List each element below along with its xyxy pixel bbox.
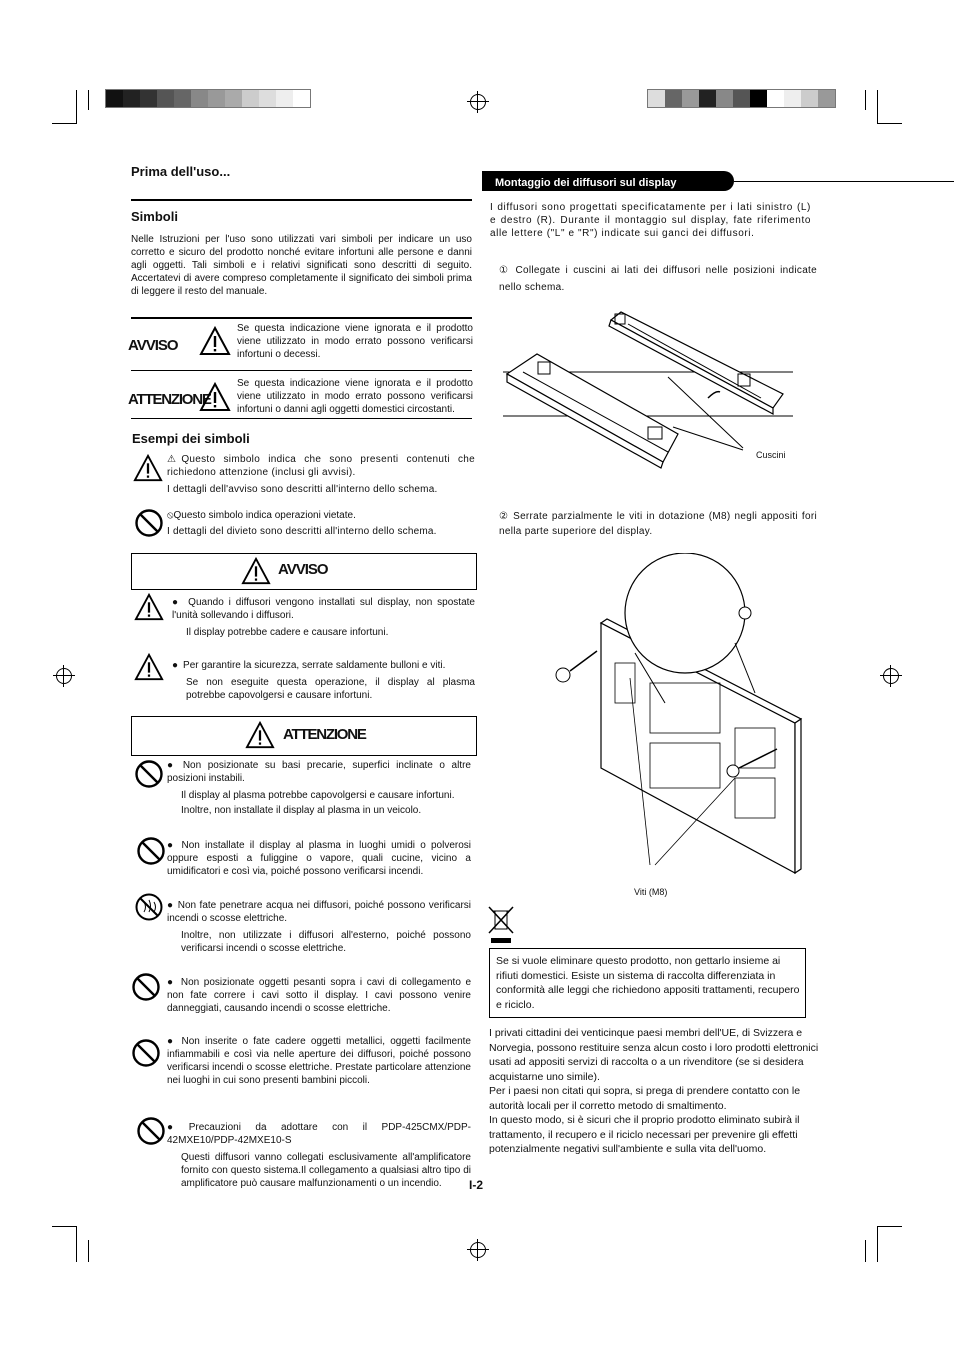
avviso-box-title: AVVISO [278,561,328,578]
label-cuscini: Cuscini [756,450,786,460]
step-2 [499,509,817,539]
speaker-cushion-diagram [503,302,793,472]
registration-mark [56,668,72,684]
crop-mark [76,1226,77,1262]
prohibited-icon [134,508,164,538]
right-header-rule [734,181,954,182]
attenzione-item-2-main: Non installate il display al plasma in luoghi umidi o polverosi oppure esposti a fuliggine o vapore, quali cucine, vicino a umidificatori e così via, poiché possono verificarsi incendi. [167,840,471,877]
no-water-icon [134,892,164,922]
esempi-1a [167,453,475,479]
prohibited-icon [136,836,166,866]
weee-p3: In questo modo, si è sicuri che il proprio prodotto eliminato subirà il trattamento, il recupero e il riciclo necessari per prevenire gli effetti potenzialmente negativi sull'ambiente e sulla vita dell'uomo. [489,1114,800,1155]
right-intro: I diffusori sono progettati specificatamente per i lati sinistro (L) e destro (R). Durante il montaggio sul display, fate riferimento alle lettere ("L" e "R") indicate sui ganci dei diffusori. [490,202,811,239]
right-title: Montaggio dei diffusori sul display [495,177,677,189]
warning-triangle-icon [240,557,272,585]
crop-mark [877,90,878,123]
simboli-title: Simboli [131,209,178,224]
attenzione-item-4 [167,976,471,1015]
attenzione-item-5 [167,1035,471,1087]
registration-mark [470,94,486,110]
small-prohibited-icon: ⦸ [167,510,174,521]
crop-mark [877,1226,902,1227]
simboli-rule [131,199,472,201]
color-bar-left [105,89,311,108]
avviso-item-1-sub: Il display potrebbe cadere e causare infortuni. [186,627,389,638]
avviso-item-2-sub: Se non eseguite questa operazione, il display al plasma potrebbe capovolgersi e causare infortuni. [186,677,475,701]
registration-mark [470,1242,486,1258]
crop-mark [88,90,89,110]
attenzione-desc: Se questa indicazione viene ignorata e il prodotto viene utilizzato in modo errato possono verificarsi infortuni o danni agli oggetti domestici circostanti. [237,378,473,415]
crop-mark [877,123,902,124]
step-2-text: Serrate parzialmente le viti in dotazione (M8) negli appositi fori nella parte superiore del display. [499,511,817,537]
attenzione-item-3-main: Non fate penetrare acqua nei diffusori, poiché possono verificarsi incendi o scosse elettriche. [167,900,471,924]
attenzione-item-1-main: Non posizionate su basi precarie, superfici inclinate o altre posizioni instabili. [167,760,471,784]
step-1-text: Collegate i cuscini ai lati dei diffusori nelle posizioni indicate nello schema. [499,265,817,293]
weee-box-text: Se si vuole eliminare questo prodotto, non gettarlo insieme ai rifiuti domestici. Esiste un sistema di raccolta differenziata in conformità alle leggi che richiedono appositi trattamenti, recupero e riciclo. [496,955,800,1011]
prohibited-icon [131,972,161,1002]
warning-triangle-icon [134,592,164,622]
esempi-1a-text: Questo simbolo indica che sono presenti contenuti che richiedono attenzione (inclusi gli avvisi). [167,454,475,478]
warning-triangle-icon [199,326,231,356]
warning-triangle-icon [244,721,276,749]
attenzione-item-1-sub2: Inoltre, non installate il display al plasma in un veicolo. [181,805,422,816]
crop-mark [865,90,866,110]
esempi-1b: I dettagli dell'avviso sono descritti all'interno dello schema. [167,484,438,495]
bullet: ● [172,660,179,671]
step-2-number: ② [499,511,510,522]
crop-mark [52,123,77,124]
bullet: ● [167,977,175,988]
bullet: ● [167,760,177,771]
warning-triangle-icon [133,453,163,483]
attenzione-item-6-sub: Questi diffusori vanno collegati esclusivamente all'amplificatore fornito con questo sistema.Il collegamento a qualsiasi altro tipo di amplificatore può causare malfunzionamenti o un incendio. [181,1152,471,1189]
attenzione-item-6 [167,1121,471,1190]
esempi-2b: I dettagli del divieto sono descritti all'interno dello schema. [167,526,437,537]
attenzione-item-1 [167,759,471,817]
esempi-2a-text: Questo simbolo indica operazioni vietate. [173,510,356,521]
prohibited-icon [131,1038,161,1068]
avviso-item-2-main: Per garantire la sicurezza, serrate saldamente bulloni e viti. [183,660,446,671]
bullet: ● [172,597,181,608]
page-number: I-2 [469,1178,484,1192]
crop-mark [76,90,77,123]
bullet: ● [167,1036,176,1047]
crossed-bin-icon [487,905,515,945]
display-screw-diagram [545,553,810,883]
weee-p2: Per i paesi non citati qui sopra, si prega di prendere contatto con le autorità locali per il corretto metodo di smaltimento. [489,1085,801,1112]
attenzione-item-3 [167,899,471,955]
esempi-title: Esempi dei simboli [132,431,250,446]
bullet: ● [167,900,174,911]
defs-rule-top [131,317,472,319]
prohibited-icon [136,1116,166,1146]
step-1 [499,262,817,296]
attenzione-box-title: ATTENZIONE [283,726,366,743]
bullet: ● [167,840,176,851]
crop-mark [877,1226,878,1262]
prohibited-icon [134,759,164,789]
avviso-desc: Se questa indicazione viene ignorata e il prodotto viene utilizzato in modo errato possono verificarsi infortuni o decessi. [237,323,473,360]
attenzione-item-5-main: Non inserite o fate cadere oggetti metallici, oggetti facilmente infiammabili e così via nelle aperture dei diffusori, poiché possono verificarsi incendi o scosse elettriche. Prestate particolare attenzione nei luoghi in cui sono presenti bambini piccoli. [167,1036,471,1086]
avviso-item-1 [172,596,475,639]
attenzione-item-2 [167,839,471,878]
simboli-text: Nelle Istruzioni per l'uso sono utilizzati vari simboli per indicare un uso corretto e sicuro del prodotto nonché evitare infortuni alle persone e danni agli oggetti. Tali simboli e i relativi significati sono descritti di seguito. Accertatevi di avere compreso completamente il significato dei simboli prima di leggere il resto del manuale. [131,234,472,297]
attenzione-label: ATTENZIONE [128,391,211,408]
crop-mark [52,1226,77,1227]
crop-mark [865,1240,866,1262]
bullet: ● [167,1122,185,1133]
color-bar-right [647,89,836,108]
warning-triangle-icon [134,652,164,682]
weee-p1: I privati cittadini dei venticinque paesi membri dell'UE, di Svizzera e Norvegia, possono restituire senza alcun costo i loro prodotti elettronici usati ad appositi servizi di raccolta o a un rivenditore (se si desidera acquistarne uno simile). [489,1027,819,1083]
attenzione-item-3-sub: Inoltre, non utilizzate i diffusori all'esterno, poiché possono verificarsi incendi o scosse elettriche. [181,930,471,954]
warning-triangle-icon [199,382,231,412]
registration-mark [883,668,899,684]
avviso-item-2 [172,659,475,702]
small-warning-icon: ⚠ [167,454,182,465]
crop-mark [88,1240,89,1262]
step-1-number: ① [499,265,511,276]
avviso-label: AVVISO [128,337,178,354]
attenzione-item-4-main: Non posizionate oggetti pesanti sopra i cavi di collegamento e non fate correre i cavi sotto il display. I cavi possono venire danneggiati, causando incendi o scosse elettriche. [167,977,472,1014]
label-viti: Viti (M8) [634,887,668,897]
attenzione-item-1-sub: Il display al plasma potrebbe capovolgersi e causare infortuni. [181,790,455,801]
section-title: Prima dell'uso... [131,164,231,179]
attenzione-item-6-main: Precauzioni da adottare con il PDP-425CMX/PDP-42MXE10/PDP-42MXE10-S [167,1122,471,1146]
avviso-item-1-main: Quando i diffusori vengono installati sul display, non spostate l'unità sollevando i diffusori. [172,597,475,621]
esempi-2a [167,509,475,522]
defs-rule-mid [131,370,472,371]
defs-rule-bottom [131,418,472,419]
